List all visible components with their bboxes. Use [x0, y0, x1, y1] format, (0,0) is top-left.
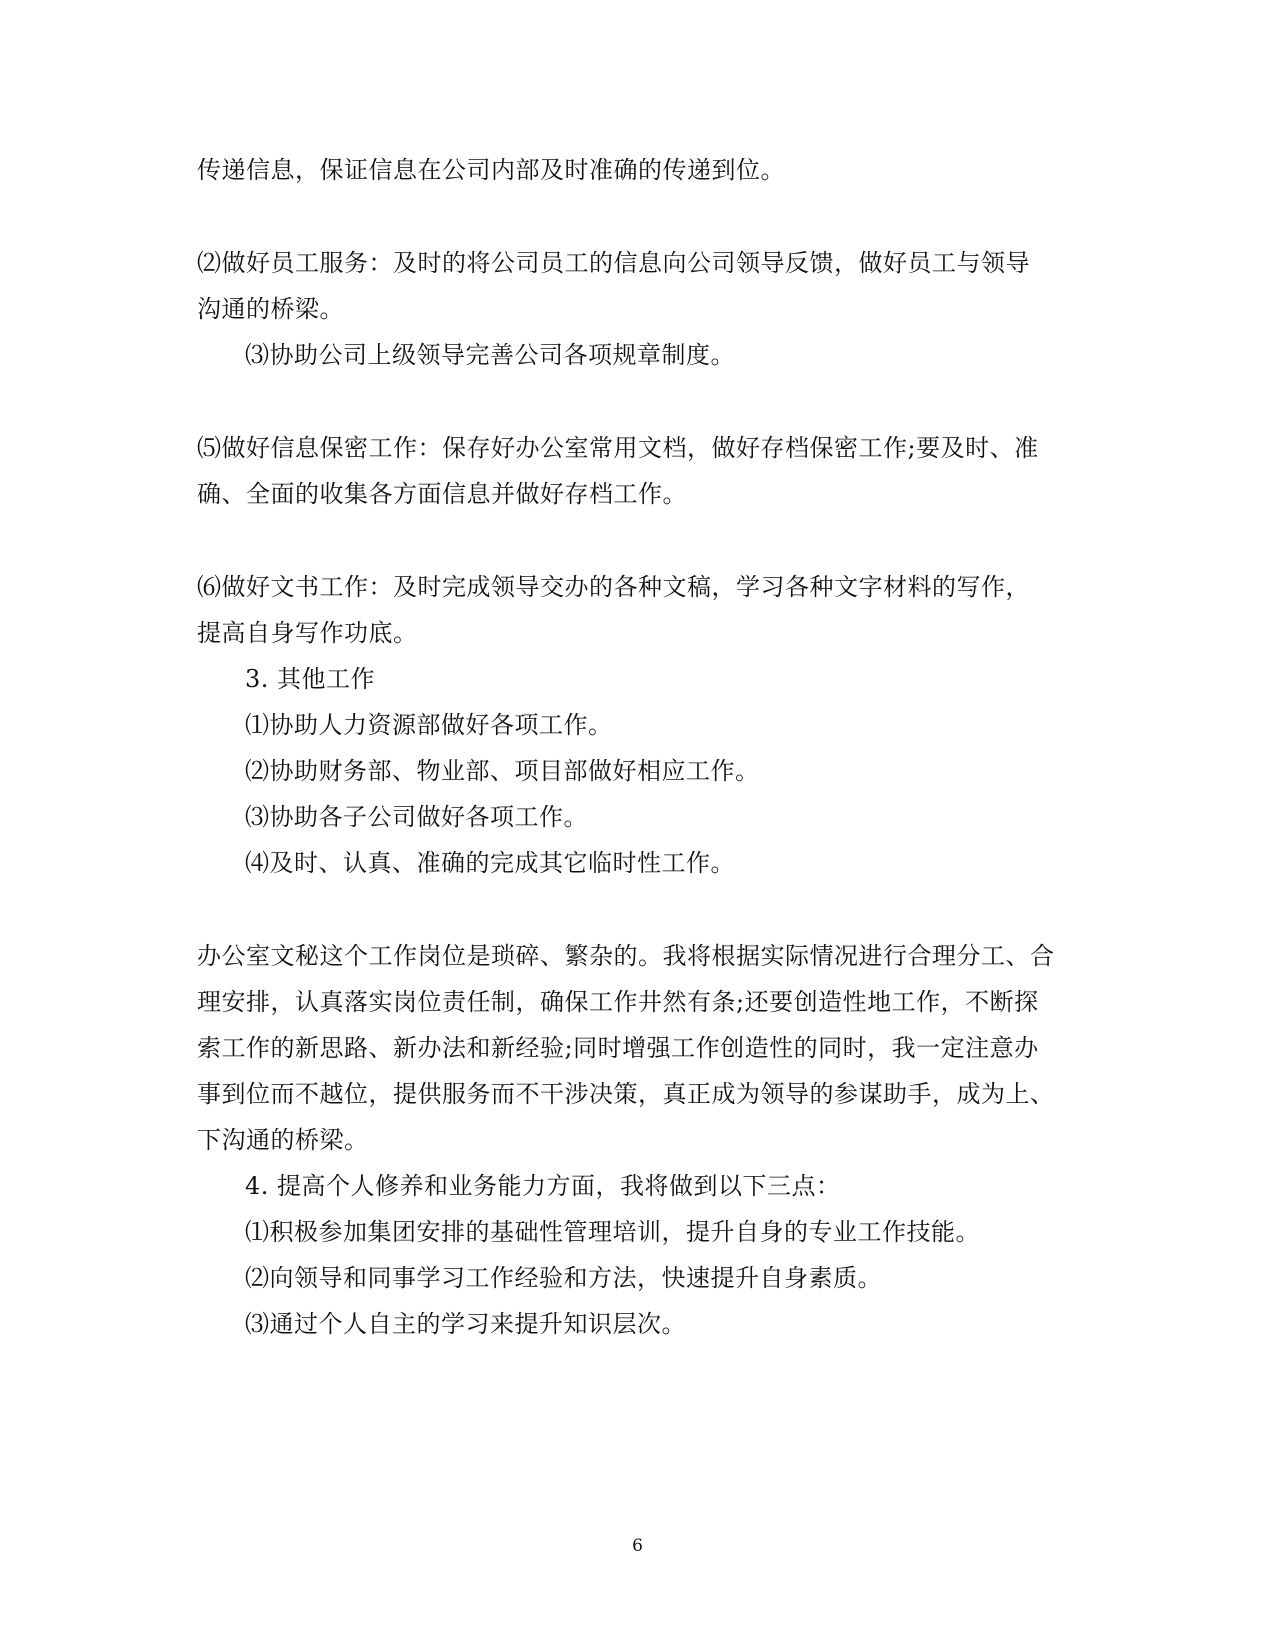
- text-line-10: ⑴协助人力资源部做好各项工作。: [245, 711, 613, 739]
- text-line-3: 沟通的桥梁。: [197, 295, 344, 323]
- text-line-22: ⑶通过个人自主的学习来提升知识层次。: [245, 1310, 686, 1338]
- section-heading-4: 4. 提高个人修养和业务能力方面，我将做到以下三点：: [245, 1172, 841, 1200]
- text-line-13: ⑷及时、认真、准确的完成其它临时性工作。: [245, 849, 735, 877]
- text-line-12: ⑶协助各子公司做好各项工作。: [245, 803, 588, 831]
- text-line-6: 确、全面的收集各方面信息并做好存档工作。: [197, 480, 687, 508]
- text-line-20: ⑴积极参加集团安排的基础性管理培训，提升自身的专业工作技能。: [245, 1218, 980, 1246]
- text-line-16: 索工作的新思路、新办法和新经验;同时增强工作创造性的同时，我一定注意办: [197, 1034, 1039, 1062]
- text-line-14: 办公室文秘这个工作岗位是琐碎、繁杂的。我将根据实际情况进行合理分工、合: [197, 942, 1055, 970]
- text-line-15: 理安排，认真落实岗位责任制，确保工作井然有条;还要创造性地工作，不断探: [197, 988, 1039, 1016]
- text-line-18: 下沟通的桥梁。: [197, 1126, 369, 1154]
- text-line-1: 传递信息，保证信息在公司内部及时准确的传递到位。: [197, 156, 785, 184]
- page-number: 6: [632, 1536, 643, 1556]
- text-line-21: ⑵向领导和同事学习工作经验和方法，快速提升自身素质。: [245, 1264, 882, 1292]
- text-line-5: ⑸做好信息保密工作：保存好办公室常用文档，做好存档保密工作;要及时、准: [197, 434, 1039, 462]
- text-line-17: 事到位而不越位，提供服务而不干涉决策，真正成为领导的参谋助手，成为上、: [197, 1080, 1055, 1108]
- text-line-4: ⑶协助公司上级领导完善公司各项规章制度。: [245, 341, 735, 369]
- text-line-7: ⑹做好文书工作：及时完成领导交办的各种文稿，学习各种文字材料的写作，: [197, 573, 1030, 601]
- text-line-2: ⑵做好员工服务：及时的将公司员工的信息向公司领导反馈，做好员工与领导: [197, 249, 1030, 277]
- text-line-11: ⑵协助财务部、物业部、项目部做好相应工作。: [245, 757, 760, 785]
- text-line-8: 提高自身写作功底。: [197, 619, 418, 647]
- section-heading-3: 3. 其他工作: [245, 665, 376, 693]
